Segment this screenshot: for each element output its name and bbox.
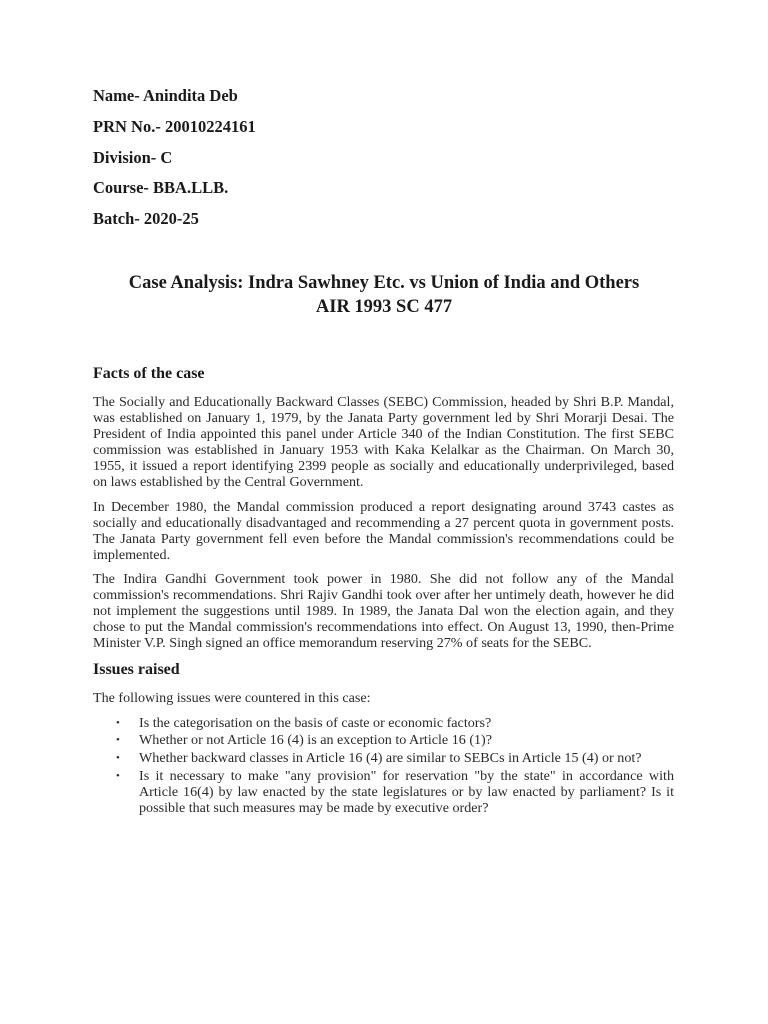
facts-paragraph: The Indira Gandhi Government took power in 1980. She did not follow any of the Mandal commission's recommendations. Shri Rajiv Gandhi took over after her untimely death, however he did not implement the suggestions until 1989. In 1989, the Janata Dal won the election again, and they chose to put the Mandal commission's recommendations into effect. On August 13, 1990, then-Prime Minister V.P. Singh signed an office memorandum reserving 27% of seats for the SEBC. bbox=[93, 570, 674, 652]
title-line-citation: AIR 1993 SC 477 bbox=[315, 296, 453, 317]
issues-section bbox=[93, 659, 674, 816]
facts-paragraph: In December 1980, the Mandal commission produced a report designating around 3743 castes as socially and educationally disadvantaged and recommending a 27 percent quota in government posts. The Janata Party government fell even before the Mandal commission's recommendations could be implemented. bbox=[93, 498, 674, 563]
list-item bbox=[116, 768, 674, 816]
facts-heading: Facts of the case bbox=[93, 365, 205, 382]
issue-text: Is it necessary to make "any provision" for reservation "by the state" in accordance with Article 16(4) by law enacted by the state legislatures or by law enacted by parliament? Is it possible that such measures may be made by executive order? bbox=[139, 768, 674, 817]
batch: Batch- 2020-25 bbox=[93, 209, 199, 229]
prn-number: PRN No.- 20010224161 bbox=[93, 116, 256, 136]
issues-heading: Issues raised bbox=[93, 661, 180, 679]
student-details bbox=[93, 86, 493, 240]
list-item bbox=[116, 732, 674, 748]
issue-text: Is the categorisation on the basis of caste or economic factors? bbox=[139, 714, 492, 731]
document-body bbox=[93, 363, 674, 818]
list-item bbox=[116, 715, 674, 731]
title-line-case: Case Analysis: Indra Sawhney Etc. vs Union of India and Others bbox=[128, 273, 640, 293]
list-item bbox=[116, 750, 674, 766]
bullet-icon: • bbox=[116, 770, 120, 783]
course: Course- BBA.LLB. bbox=[93, 178, 229, 198]
bullet-icon: • bbox=[116, 734, 120, 747]
facts-section bbox=[93, 363, 674, 651]
bullet-icon: • bbox=[116, 716, 120, 729]
issue-text: Whether backward classes in Article 16 (4) are similar to SEBCs in Article 15 (4) or not? bbox=[139, 750, 642, 767]
issues-list bbox=[93, 715, 674, 817]
bullet-icon: • bbox=[116, 752, 120, 765]
student-name: Name- Anindita Deb bbox=[93, 86, 238, 105]
issues-lead: The following issues were countered in this case: bbox=[93, 690, 371, 707]
division: Division- C bbox=[93, 147, 173, 167]
facts-paragraph: The Socially and Educationally Backward Classes (SEBC) Commission, headed by Shri B.P. Mandal, was established on January 1, 1979, by the Janata Party government led by Shri Morarji Desai. The President of India appointed this panel under Article 340 of the Indian Constitution. The first SEBC commission was established in January 1953 with Kaka Kelalkar as the Chairman. On March 30, 1955, it issued a report identifying 2399 people as socially and educationally underprivileged, based on laws established by the Central Government. bbox=[93, 394, 674, 491]
document-title bbox=[60, 272, 708, 319]
issue-text: Whether or not Article 16 (4) is an exception to Article 16 (1)? bbox=[139, 732, 493, 749]
